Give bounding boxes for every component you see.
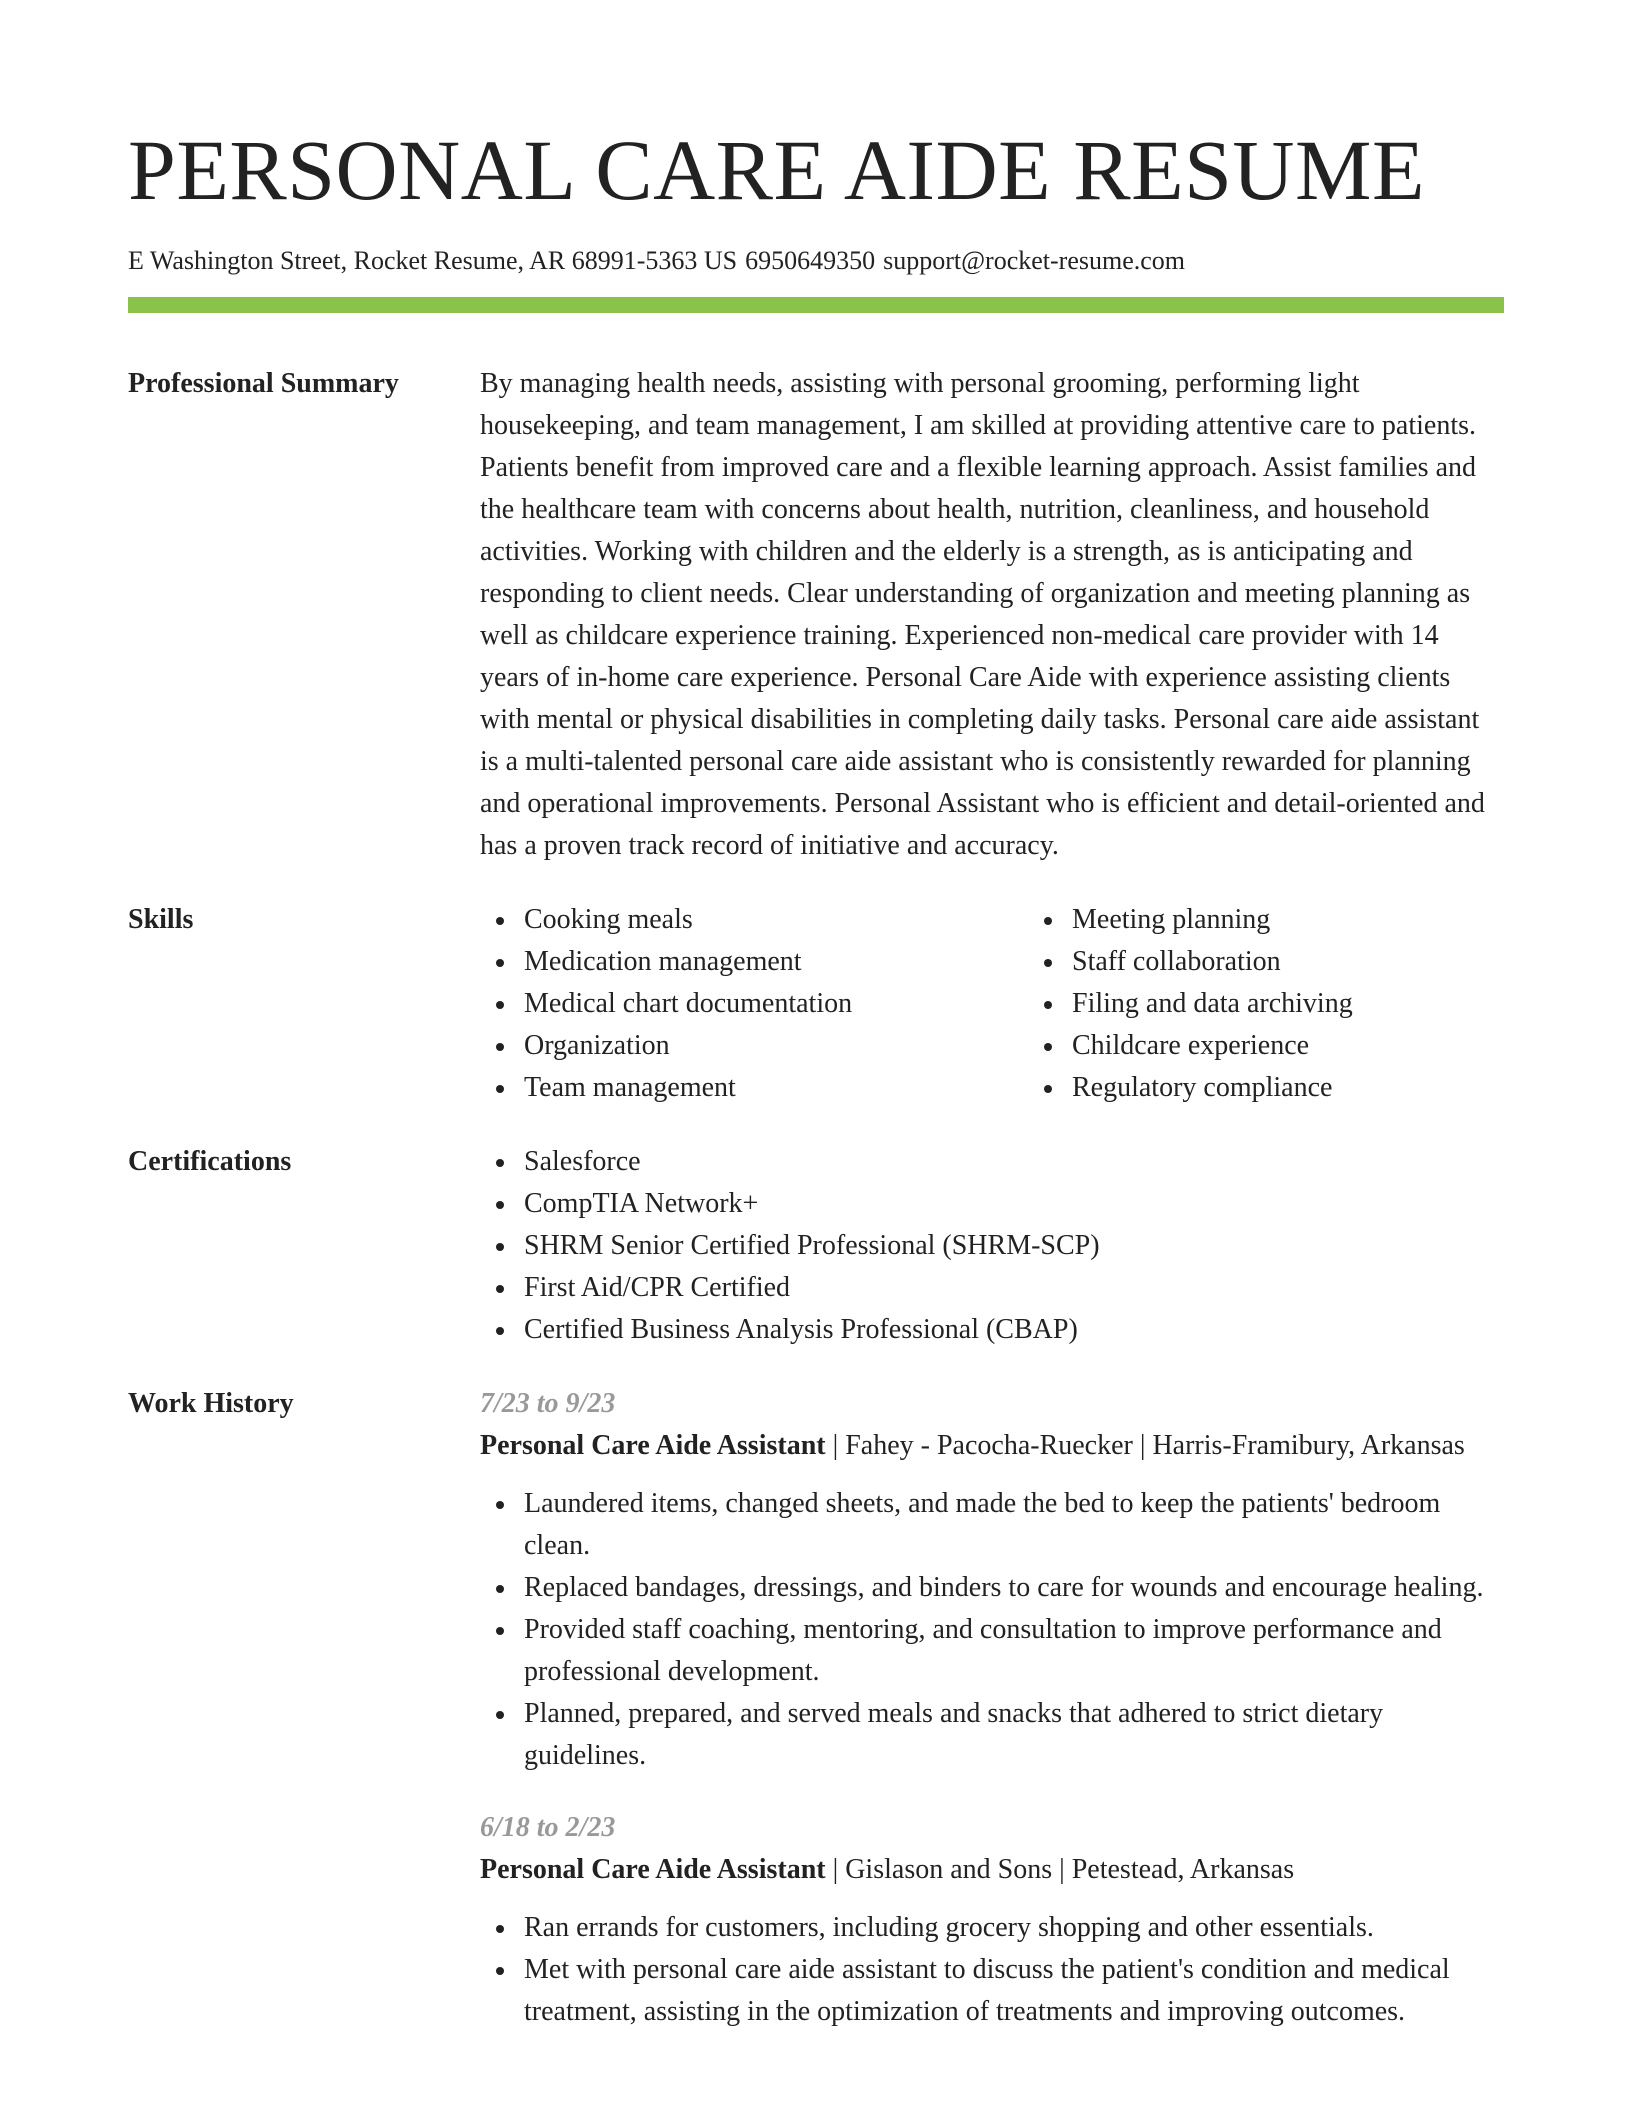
skills-columns	[480, 899, 1576, 1109]
certification-item: CompTIA Network+	[524, 1183, 1504, 1225]
summary-section	[128, 363, 1504, 867]
job-bullet: Replaced bandages, dressings, and binders to care for wounds and encourage healing.	[524, 1567, 1504, 1609]
job-heading	[480, 1425, 1504, 1467]
job-details: | Fahey - Pacocha-Ruecker | Harris-Framibury, Arkansas	[825, 1430, 1465, 1461]
work-history-section	[128, 1383, 1504, 2033]
job-entry	[480, 1383, 1504, 1777]
accent-divider	[128, 297, 1504, 313]
job-bullets	[480, 1907, 1504, 2033]
contact-phone: 6950649350	[745, 246, 876, 275]
section-label-certifications: Certifications	[128, 1146, 292, 1177]
contact-line	[128, 244, 1504, 278]
contact-address: E Washington Street, Rocket Resume, AR 68991-5363 US	[128, 246, 738, 275]
certification-item: Certified Business Analysis Professional (CBAP)	[524, 1309, 1504, 1351]
skill-item: Medication management	[524, 941, 1028, 983]
certifications-body	[480, 1141, 1504, 1351]
resume-page	[128, 0, 1504, 2033]
job-details: | Gislason and Sons | Petestead, Arkansas	[825, 1854, 1295, 1885]
summary-body	[480, 363, 1504, 867]
skills-section	[128, 899, 1504, 1109]
contact-email: support@rocket-resume.com	[883, 246, 1186, 275]
summary-text: By managing health needs, assisting with personal grooming, performing light housekeeping, and team management, I am skilled at providing attentive care to patients. Patients benefit from improved care and a flexible learning approach. Assist families and the healthcare team with concerns about health, nutrition, cleanliness, and household activities. Working with children and the elderly is a strength, as is anticipating and responding to client needs. Clear understanding of organization and meeting planning as well as childcare experience training. Experienced non-medical care provider with 14 years of in-home care experience. Personal Care Aide with experience assisting clients with mental or physical disabilities in completing daily tasks. Personal care aide assistant is a multi-talented personal care aide assistant who is consistently rewarded for planning and operational improvements. Personal Assistant who is efficient and detail-oriented and has a proven track record of initiative and accuracy.	[480, 368, 1485, 861]
section-label-summary: Professional Summary	[128, 368, 399, 399]
work-history-body	[480, 1383, 1504, 2033]
resume-title: PERSONAL CARE AIDE RESUME	[128, 122, 1426, 218]
job-bullet: Met with personal care aide assistant to discuss the patient's condition and medical treatment, assisting in the optimization of treatments and improving outcomes.	[524, 1949, 1504, 2033]
skill-item: Regulatory compliance	[1072, 1067, 1576, 1109]
job-bullet: Laundered items, changed sheets, and made the bed to keep the patients' bedroom clean.	[524, 1483, 1504, 1567]
job-entry	[480, 1807, 1504, 2033]
job-dates: 6/18 to 2/23	[480, 1812, 616, 1843]
skills-list-left	[480, 899, 1028, 1109]
skill-item: Filing and data archiving	[1072, 983, 1576, 1025]
skills-list-right	[1028, 899, 1576, 1109]
job-dates: 7/23 to 9/23	[480, 1388, 616, 1419]
section-label-work-history: Work History	[128, 1388, 294, 1419]
job-bullets	[480, 1483, 1504, 1777]
skill-item: Team management	[524, 1067, 1028, 1109]
skill-item: Organization	[524, 1025, 1028, 1067]
skill-item: Medical chart documentation	[524, 983, 1028, 1025]
certifications-list	[480, 1141, 1504, 1351]
skill-item: Childcare experience	[1072, 1025, 1576, 1067]
job-bullet: Planned, prepared, and served meals and snacks that adhered to strict dietary guidelines.	[524, 1693, 1504, 1777]
job-bullet: Provided staff coaching, mentoring, and consultation to improve performance and professional development.	[524, 1609, 1504, 1693]
certification-item: SHRM Senior Certified Professional (SHRM-SCP)	[524, 1225, 1504, 1267]
job-heading	[480, 1849, 1504, 1891]
skill-item: Staff collaboration	[1072, 941, 1576, 983]
certification-item: Salesforce	[524, 1141, 1504, 1183]
job-title: Personal Care Aide Assistant	[480, 1854, 826, 1885]
job-title: Personal Care Aide Assistant	[480, 1430, 826, 1461]
certifications-section	[128, 1141, 1504, 1351]
job-bullet: Ran errands for customers, including grocery shopping and other essentials.	[524, 1907, 1504, 1949]
skill-item: Cooking meals	[524, 899, 1028, 941]
certification-item: First Aid/CPR Certified	[524, 1267, 1504, 1309]
section-label-skills: Skills	[128, 904, 194, 935]
skill-item: Meeting planning	[1072, 899, 1576, 941]
